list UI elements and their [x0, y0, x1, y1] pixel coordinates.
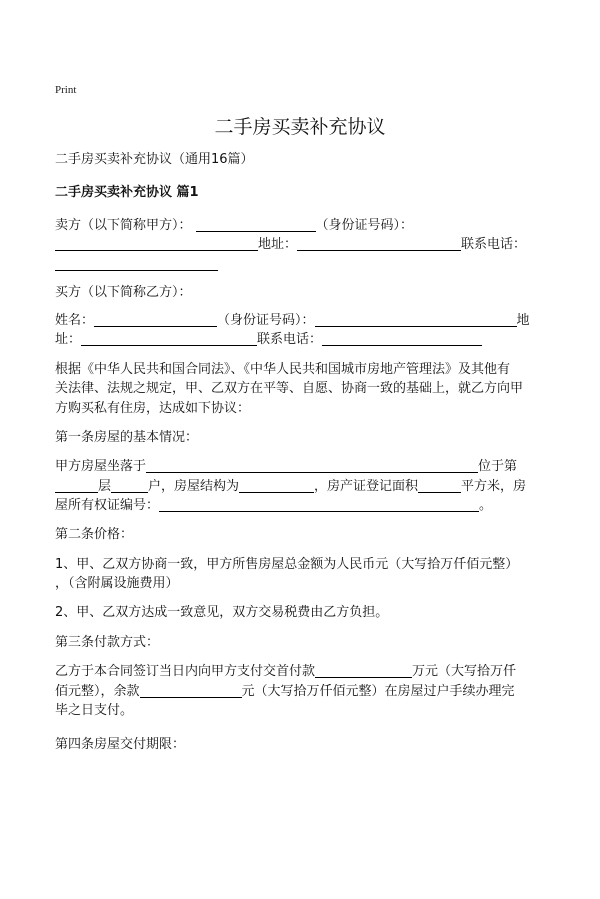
- document-subtitle: 二手房买卖补充协议（通用16篇）: [55, 152, 254, 167]
- seller-id-blank: [55, 237, 258, 251]
- buyer-id-blank: [315, 313, 517, 327]
- clause2-item2: 2、甲、乙双方达成一致意见，双方交易税费由乙方负担。: [55, 605, 389, 620]
- document-title: 二手房买卖补充协议: [214, 116, 386, 138]
- clause3-line-3: 毕之日支付。: [55, 703, 134, 718]
- buyer-id-label: （身份证号码）：: [217, 313, 315, 328]
- seller-id-label: （身份证号码）：: [315, 218, 414, 233]
- seller-address-blank: [297, 237, 461, 251]
- clause1-line-3: [55, 498, 492, 514]
- cert-label: 屋所有权证编号：: [55, 498, 160, 513]
- area-unit: 平方米，房: [461, 479, 527, 494]
- buyer-name-blank: [94, 313, 217, 327]
- preamble-line: 方购买私有住房，达成如下协议：: [55, 401, 251, 416]
- print-link[interactable]: Print: [55, 84, 77, 96]
- seller-line-3: [55, 257, 218, 273]
- buyer-line-1: [55, 313, 530, 329]
- balance-label: 佰元整），余款: [55, 684, 140, 699]
- down-payment-label: 乙方于本合同签订当日内向甲方支付交首付款: [55, 664, 316, 679]
- seller-label: 卖方（以下简称甲方）：: [55, 218, 192, 233]
- location-blank: [146, 459, 478, 473]
- area-label: ，房产证登记面积: [314, 479, 419, 494]
- clause3-line-2: [55, 684, 515, 700]
- buyer-address-label-part2: 址：: [55, 332, 82, 347]
- seller-address-label: 地址：: [258, 237, 298, 252]
- seller-line-1: [55, 218, 413, 234]
- clause1-heading: 第一条房屋的基本情况：: [55, 430, 199, 445]
- preamble-line: 根据《中华人民共和国合同法》、《中华人民共和国城市房地产管理法》及其他有: [55, 362, 511, 377]
- buyer-phone-blank: [322, 332, 482, 346]
- unit-blank: [111, 479, 148, 493]
- balance-blank: [140, 684, 242, 698]
- clause1-end: 。: [479, 498, 493, 513]
- area-blank: [418, 479, 461, 493]
- balance-unit: 元（大写拾万仟佰元整）在房屋过户手续办理完: [241, 684, 515, 699]
- clause1-line-1: [55, 459, 517, 475]
- clause3-line-1: [55, 664, 516, 680]
- floor-label: 层: [98, 479, 112, 494]
- seller-phone-blank: [55, 257, 218, 271]
- floor-blank: [55, 479, 98, 493]
- buyer-address-blank: [81, 332, 257, 346]
- seller-line-2: [55, 237, 526, 253]
- clause3-heading: 第三条付款方式：: [55, 635, 160, 650]
- buyer-phone-label: 联系电话：: [257, 332, 323, 347]
- structure-blank: [239, 479, 314, 493]
- preamble-line: 关法律、法规之规定，甲、乙双方在平等、自愿、协商一致的基础上，就乙方向甲: [55, 381, 524, 396]
- seller-phone-label: 联系电话：: [461, 237, 527, 252]
- buyer-line-2: [55, 332, 482, 348]
- down-payment-blank: [315, 664, 412, 678]
- buyer-label: 买方（以下简称乙方）：: [55, 285, 192, 300]
- article-heading: 二手房买卖补充协议 篇1: [55, 185, 199, 200]
- down-payment-unit: 万元（大写拾万仟: [412, 664, 517, 679]
- seller-name-blank: [196, 218, 316, 232]
- clause4-heading: 第四条房屋交付期限：: [55, 737, 186, 752]
- clause1-line-2: [55, 479, 526, 495]
- cert-blank: [159, 498, 479, 512]
- clause2-heading: 第二条价格：: [55, 527, 134, 542]
- unit-label: 户，房屋结构为: [148, 479, 240, 494]
- clause2-item1-line2: ，（含附属设施费用）: [55, 576, 179, 591]
- clause2-item1-line1: 1、甲、乙双方协商一致，甲方所售房屋总金额为人民币元（大写拾万仟佰元整）: [55, 557, 519, 572]
- buyer-address-label-part1: 地: [516, 313, 530, 328]
- location-label: 甲方房屋坐落于: [55, 459, 147, 474]
- position-label: 位于第: [478, 459, 518, 474]
- buyer-name-label: 姓名：: [55, 313, 95, 328]
